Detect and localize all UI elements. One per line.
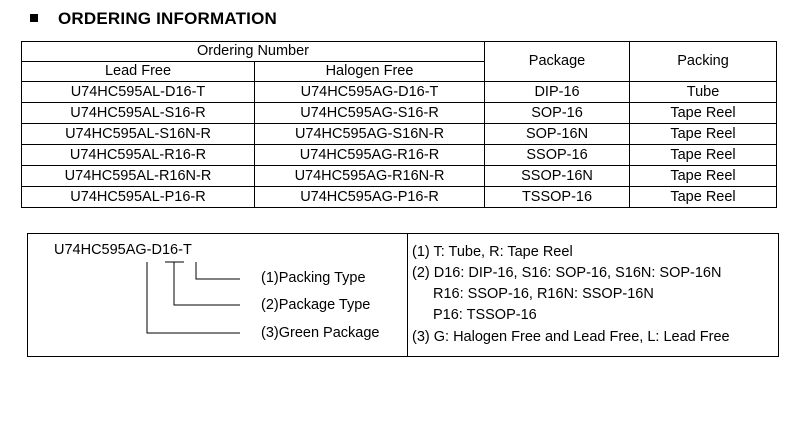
ordering-table	[21, 41, 777, 208]
lead-free-header: Lead Free	[22, 62, 255, 82]
table-header-row	[22, 42, 777, 62]
table-row	[22, 124, 777, 145]
package-cell: SOP-16	[485, 103, 630, 124]
halogen-free-cell: U74HC595AG-R16N-R	[255, 166, 485, 187]
table-row	[22, 166, 777, 187]
halogen-free-header: Halogen Free	[255, 62, 485, 82]
halogen-free-cell: U74HC595AG-D16-T	[255, 82, 485, 103]
square-bullet-icon	[30, 14, 38, 22]
ordering-number-header: Ordering Number	[22, 42, 485, 62]
packing-description: (1) T: Tube, R: Tape Reel	[412, 244, 573, 260]
packing-header: Packing	[630, 42, 777, 82]
package-description-line-2: R16: SSOP-16, R16N: SSOP-16N	[433, 286, 654, 302]
section-title-text: ORDERING INFORMATION	[58, 9, 278, 28]
lead-free-cell: U74HC595AL-S16-R	[22, 103, 255, 124]
code-descriptions	[408, 234, 778, 356]
table-row	[22, 145, 777, 166]
packing-cell: Tape Reel	[630, 145, 777, 166]
table-row	[22, 103, 777, 124]
package-cell: SOP-16N	[485, 124, 630, 145]
example-part-code: U74HC595AG-D16-T	[54, 242, 192, 258]
table-row	[22, 187, 777, 208]
package-cell: TSSOP-16	[485, 187, 630, 208]
packing-cell: Tape Reel	[630, 166, 777, 187]
table-row	[22, 82, 777, 103]
lead-free-cell: U74HC595AL-R16N-R	[22, 166, 255, 187]
part-code-breakdown	[28, 234, 408, 356]
packing-cell: Tape Reel	[630, 103, 777, 124]
lead-free-cell: U74HC595AL-P16-R	[22, 187, 255, 208]
green-package-description: (3) G: Halogen Free and Lead Free, L: Lead Free	[412, 329, 730, 345]
green-package-label: (3)Green Package	[261, 325, 380, 341]
packing-cell: Tube	[630, 82, 777, 103]
package-cell: DIP-16	[485, 82, 630, 103]
lead-free-cell: U74HC595AL-S16N-R	[22, 124, 255, 145]
green-package-connector	[147, 262, 240, 333]
package-cell: SSOP-16	[485, 145, 630, 166]
part-number-diagram	[27, 233, 779, 357]
packing-cell: Tape Reel	[630, 187, 777, 208]
lead-free-cell: U74HC595AL-R16-R	[22, 145, 255, 166]
package-header: Package	[485, 42, 630, 82]
section-title	[30, 9, 277, 29]
packing-type-connector	[196, 262, 240, 279]
halogen-free-cell: U74HC595AG-R16-R	[255, 145, 485, 166]
packing-cell: Tape Reel	[630, 124, 777, 145]
package-type-label: (2)Package Type	[261, 297, 371, 313]
lead-free-cell: U74HC595AL-D16-T	[22, 82, 255, 103]
package-description-line-1: (2) D16: DIP-16, S16: SOP-16, S16N: SOP-16N	[412, 265, 722, 281]
halogen-free-cell: U74HC595AG-S16N-R	[255, 124, 485, 145]
halogen-free-cell: U74HC595AG-S16-R	[255, 103, 485, 124]
packing-type-label: (1)Packing Type	[261, 270, 366, 286]
package-type-connector	[174, 262, 240, 305]
halogen-free-cell: U74HC595AG-P16-R	[255, 187, 485, 208]
package-cell: SSOP-16N	[485, 166, 630, 187]
package-description-line-3: P16: TSSOP-16	[433, 307, 537, 323]
